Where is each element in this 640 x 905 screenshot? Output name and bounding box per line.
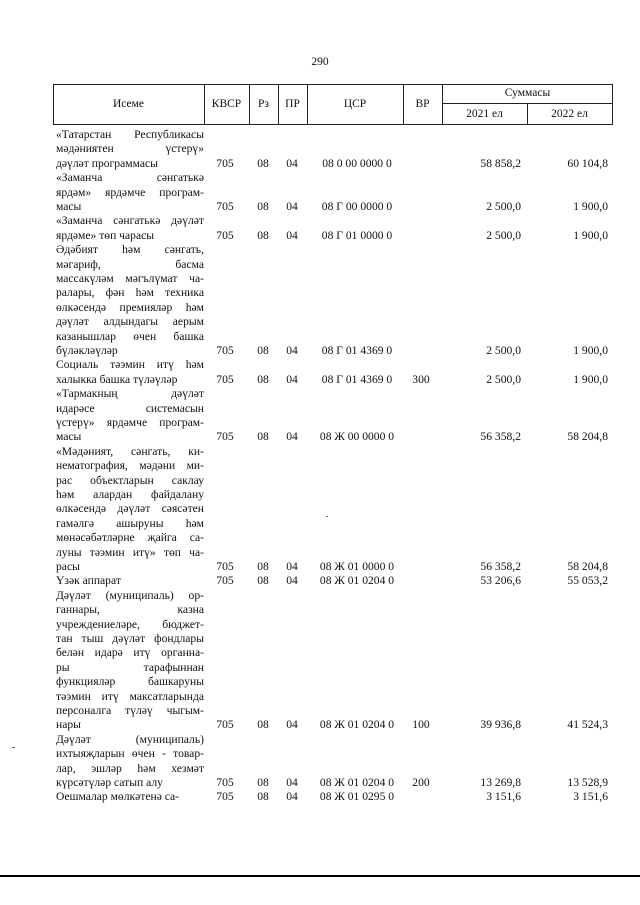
row-sum-2021: 56 358,2 [480,430,521,444]
header-vr: ВР [415,98,430,110]
row-name-line: Дәүләт (муниципаль) ор- [56,588,204,602]
table-row [0,243,640,358]
row-csr: 08 Г 00 0000 0 [321,199,393,213]
row-pr: 04 [286,156,298,170]
row-csr: 08 Ж 01 0000 0 [319,559,395,573]
row-rz: 08 [257,790,269,804]
row-sum-2021: 2 500,0 [486,199,521,213]
row-csr: 08 Ж 01 0204 0 [319,775,395,789]
row-name-line: расы [56,560,80,574]
row-kvsr: 705 [216,430,234,444]
row-pr: 04 [286,343,298,357]
header-name: Исеме [112,98,145,110]
row-sum-2021: 2 500,0 [486,228,521,242]
row-csr: 08 Ж 01 0204 0 [319,574,395,588]
row-name-line: күрсәтүләр сатып алу [56,776,163,790]
row-pr: 04 [286,574,298,588]
row-csr: 08 Ж 01 0295 0 [319,790,395,804]
row-kvsr: 705 [216,574,234,588]
row-name-line: ярдәм» ярдәмче програм- [56,185,204,199]
row-rz: 08 [257,343,269,357]
row-name [56,358,204,387]
row-sum-2021: 3 151,6 [486,790,521,804]
row-kvsr: 705 [216,156,234,170]
row-name-line: ганнары, казна [56,603,204,617]
table-row [0,358,640,387]
row-name-line: дәүләт программасы [56,156,158,170]
header-pr: ПР [285,98,300,110]
row-name-line: халыкка башка түләүләр [56,372,178,386]
row-kvsr: 705 [216,228,234,242]
row-kvsr: 705 [216,343,234,357]
row-sum-2021: 39 936,8 [480,718,521,732]
table-row [0,387,640,445]
row-name-line: ры тарафыннан [56,660,204,674]
row-name-line: ихтыяҗларын өчен - товар- [56,747,204,761]
row-name [56,214,204,243]
row-kvsr: 705 [216,790,234,804]
header-bottom-border [53,124,613,125]
row-rz: 08 [257,718,269,732]
row-name-line: һәм алардан файдалану [56,488,204,502]
row-pr: 04 [286,430,298,444]
row-name-line: нематография, мәдәни ми- [56,459,204,473]
row-vr: 300 [412,372,430,386]
row-name-line: Оешмалар мөлкәтенә са- [56,790,180,804]
row-sum-2021: 13 269,8 [480,775,521,789]
row-name-line: өлкәсендә дәүләт сәясәтен [56,502,204,516]
row-name-line: нары [56,718,81,732]
row-name-line: лар, эшләр һәм хезмәт [56,761,204,775]
scan-bottom-edge [0,875,640,877]
row-name-line: массакүләм мәгълүмат ча- [56,272,204,285]
row-name-line: казанышлар өчен башка [56,329,204,343]
row-sum-2022: 58 204,8 [567,430,608,444]
row-sum-2021: 53 206,6 [480,574,521,588]
row-sum-2022: 1 900,0 [573,199,608,213]
row-vr: 200 [412,775,430,789]
row-kvsr: 705 [216,718,234,732]
header-sums: Суммасы [504,87,551,99]
header-kvsr: КВСР [211,98,242,110]
row-name [56,574,204,588]
row-name-line: мәгариф, басма [56,257,204,271]
row-sum-2022: 3 151,6 [573,790,608,804]
row-sum-2021: 2 500,0 [486,372,521,386]
row-rz: 08 [257,559,269,573]
row-pr: 04 [286,718,298,732]
table-header [53,84,613,125]
scan-speck [326,516,328,517]
table-row [0,128,640,171]
row-name-line: «Тармакның дәүләт [56,387,204,401]
table-row [0,445,640,575]
row-pr: 04 [286,790,298,804]
row-name [56,445,204,575]
row-kvsr: 705 [216,199,234,213]
row-name-line: Социаль тәэмин итү һәм [56,358,204,372]
row-name-line: «Татарстан Республикасы [56,128,204,141]
row-pr: 04 [286,775,298,789]
row-rz: 08 [257,372,269,386]
row-name-line: Үзәк аппарат [56,574,121,588]
row-name [56,387,204,445]
row-name-line: идарәсе системасын [56,401,204,415]
header-year-2021: 2021 ел [466,108,503,120]
header-year-2022: 2022 ел [551,108,588,120]
row-name-line: белән идарә итү органна- [56,646,204,660]
row-name-line: «Мәдәният, сәнгать, ки- [56,444,204,458]
row-name-line: функцияләр башкаруны [56,675,204,689]
row-csr: 08 Г 01 4369 0 [321,372,393,386]
header-rz: Рз [258,98,269,110]
row-name-line: дәүләт алдындагы аерым [56,315,204,329]
row-sum-2022: 13 528,9 [567,775,608,789]
table-row [0,214,640,243]
row-csr: 08 0 00 0000 0 [322,156,392,170]
row-name-line: мәдәниятен үстерү» [56,142,204,156]
row-name-line: Әдәбият һәм сәнгать, [56,243,204,257]
row-name-line: персоналга түләү чыгым- [56,704,204,718]
row-csr: 08 Ж 00 0000 0 [319,430,395,444]
row-pr: 04 [286,199,298,213]
row-name [56,733,204,791]
row-sum-2022: 41 524,3 [567,718,608,732]
row-kvsr: 705 [216,372,234,386]
row-name-line: тан тыш дәүләт фондлары [56,632,204,646]
row-name [56,589,204,733]
table-row [0,790,640,804]
row-name-line: ралары, фән һәм техника [56,286,204,300]
row-sum-2022: 1 900,0 [573,343,608,357]
row-name-line: масы [56,430,82,444]
table-row [0,733,640,791]
row-name-line: өлкәсендә премияләр һәм [56,300,204,314]
row-sum-2022: 55 053,2 [567,574,608,588]
row-kvsr: 705 [216,775,234,789]
row-sum-2022: 60 104,8 [567,156,608,170]
row-sum-2022: 1 900,0 [573,372,608,386]
row-name [56,128,204,171]
row-name [56,243,204,358]
row-name-line: гамәлгә ашыруны һәм [56,516,204,530]
header-csr: ЦСР [343,98,367,110]
row-name-line: бүләкләүләр [56,344,118,358]
table-row [0,589,640,733]
table-row [0,574,640,588]
row-name-line: рас объектларын саклау [56,473,204,487]
row-name-line: учреждениеләре, бюджет- [56,617,204,631]
row-name-line: «Заманча сәнгатькә [56,171,204,185]
row-sum-2022: 1 900,0 [573,228,608,242]
row-name-line: масы [56,200,82,213]
row-rz: 08 [257,199,269,213]
row-sum-2021: 56 358,2 [480,559,521,573]
row-name-line: ярдәме» төп чарасы [56,228,155,242]
row-pr: 04 [286,228,298,242]
row-pr: 04 [286,372,298,386]
row-name-line: мөнәсәбәтләрне җайга са- [56,531,204,545]
row-name-line: луны тәэмин итү» төп ча- [56,545,204,559]
row-csr: 08 Ж 01 0204 0 [319,718,395,732]
row-rz: 08 [257,228,269,242]
row-kvsr: 705 [216,559,234,573]
row-sum-2022: 58 204,8 [567,559,608,573]
row-csr: 08 Г 01 4369 0 [321,343,393,357]
row-rz: 08 [257,430,269,444]
row-csr: 08 Г 01 0000 0 [321,228,393,242]
row-name-line: үстерү» ярдәмче програм- [56,416,204,429]
page-number: 290 [311,56,329,68]
header-top-border [53,84,613,85]
row-name-line: тәэмин итү максатларында [56,689,204,703]
row-vr: 100 [412,718,430,732]
table-row [0,171,640,214]
row-name-line: Дәүләт (муниципаль) [56,732,204,746]
row-name [56,171,204,214]
row-pr: 04 [286,559,298,573]
row-rz: 08 [257,156,269,170]
row-name-line: «Заманча сәнгатькә дәүләт [56,214,204,228]
row-name [56,790,204,804]
scan-speck [12,747,15,748]
row-sum-2021: 58 858,2 [480,156,521,170]
row-sum-2021: 2 500,0 [486,343,521,357]
row-rz: 08 [257,574,269,588]
row-rz: 08 [257,775,269,789]
